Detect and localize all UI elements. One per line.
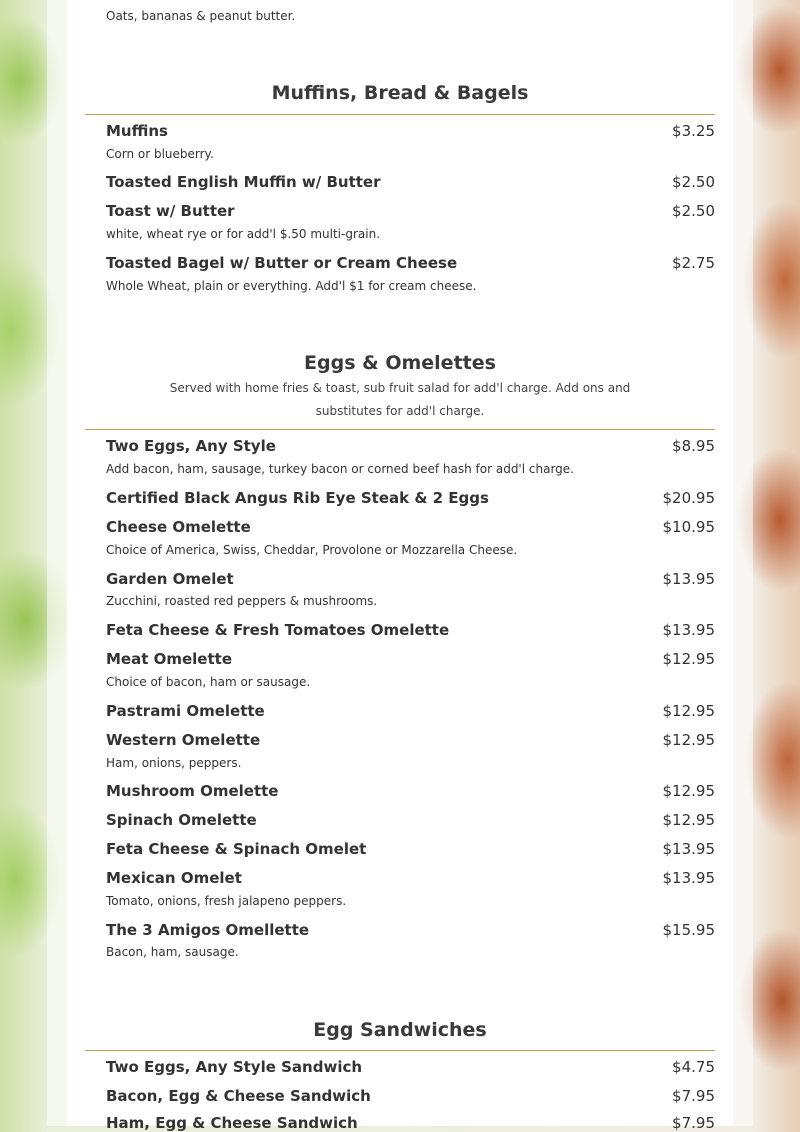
menu-item-name: Bacon, Egg & Cheese Sandwich xyxy=(106,1087,371,1105)
menu-item-description: Choice of bacon, ham or sausage. xyxy=(106,675,311,689)
menu-item-name: Cheese Omelette xyxy=(106,518,251,536)
menu-item-price: $12.95 xyxy=(662,650,715,668)
menu-item-name: Two Eggs, Any Style Sandwich xyxy=(106,1058,363,1076)
menu-item-name: Western Omelette xyxy=(106,731,261,749)
menu-item-price: $12.95 xyxy=(662,702,715,720)
menu-item-description: Corn or blueberry. xyxy=(106,147,214,161)
menu-item-description: Tomato, onions, fresh jalapeno peppers. xyxy=(106,894,347,908)
menu-item-price: $2.75 xyxy=(672,254,715,272)
menu-item-price: $4.75 xyxy=(672,1058,715,1076)
section-divider xyxy=(85,429,715,430)
menu-item-name: Feta Cheese & Fresh Tomatoes Omelette xyxy=(106,621,450,639)
menu-item-name: Toasted English Muffin w/ Butter xyxy=(106,173,381,191)
menu-item-description: Choice of America, Swiss, Cheddar, Provolone or Mozzarella Cheese. xyxy=(106,543,518,557)
section-title-eggs-omelettes: Eggs & Omelettes xyxy=(304,352,496,374)
menu-item-name: Muffins xyxy=(106,122,168,140)
menu-item-description: Oats, bananas & peanut butter. xyxy=(106,9,296,23)
menu-item-price: $3.25 xyxy=(672,122,715,140)
menu-item-description: Whole Wheat, plain or everything. Add'l $1 for cream cheese. xyxy=(106,279,477,293)
menu-item-name: Ham, Egg & Cheese Sandwich xyxy=(106,1114,358,1132)
menu-item-price: $7.95 xyxy=(672,1087,715,1105)
menu-item-price: $13.95 xyxy=(662,840,715,858)
menu-item-description: Add bacon, ham, sausage, turkey bacon or corned beef hash for add'l charge. xyxy=(106,462,574,476)
menu-item-name: Spinach Omelette xyxy=(106,811,257,829)
menu-item-name: Mushroom Omelette xyxy=(106,782,279,800)
section-divider xyxy=(85,114,715,115)
menu-item-name: Toasted Bagel w/ Butter or Cream Cheese xyxy=(106,254,458,272)
section-title-muffins-bread-bagels: Muffins, Bread & Bagels xyxy=(271,82,529,104)
menu-item-price: $20.95 xyxy=(662,489,715,507)
menu-item-price: $8.95 xyxy=(672,437,715,455)
menu-item-name: Certified Black Angus Rib Eye Steak & 2 Eggs xyxy=(106,489,489,507)
menu-item-price: $13.95 xyxy=(662,869,715,887)
menu-item-name: Garden Omelet xyxy=(106,570,234,588)
section-divider xyxy=(85,1050,715,1051)
menu-item-price: $12.95 xyxy=(662,731,715,749)
menu-item-name: Mexican Omelet xyxy=(106,869,242,887)
menu-item-name: Meat Omelette xyxy=(106,650,232,668)
menu-item-price: $10.95 xyxy=(662,518,715,536)
menu-item-name: Toast w/ Butter xyxy=(106,202,235,220)
menu-item-price: $13.95 xyxy=(662,621,715,639)
menu-item-price: $2.50 xyxy=(672,173,715,191)
menu-item-price: $12.95 xyxy=(662,811,715,829)
menu-item-price: $13.95 xyxy=(662,570,715,588)
menu-item-description: Bacon, ham, sausage. xyxy=(106,945,239,959)
section-note: Served with home fries & toast, sub fruit salad for add'l charge. Add ons and substitutes for add'l charge. xyxy=(169,381,631,418)
menu-item-name: Pastrami Omelette xyxy=(106,702,265,720)
menu-item-price: $15.95 xyxy=(662,921,715,939)
menu-item-description: white, wheat rye or for add'l $.50 multi-grain. xyxy=(106,227,381,241)
menu-item-name: Two Eggs, Any Style xyxy=(106,437,276,455)
menu-item-price: $7.95 xyxy=(672,1114,715,1132)
menu-item-description: Ham, onions, peppers. xyxy=(106,756,242,770)
menu-item-price: $2.50 xyxy=(672,202,715,220)
menu-item-description: Zucchini, roasted red peppers & mushrooms. xyxy=(106,594,378,608)
menu-item-name: The 3 Amigos Omellette xyxy=(106,921,310,939)
menu-item-price: $12.95 xyxy=(662,782,715,800)
menu-item-name: Feta Cheese & Spinach Omelet xyxy=(106,840,367,858)
section-title-egg-sandwiches: Egg Sandwiches xyxy=(313,1019,487,1041)
